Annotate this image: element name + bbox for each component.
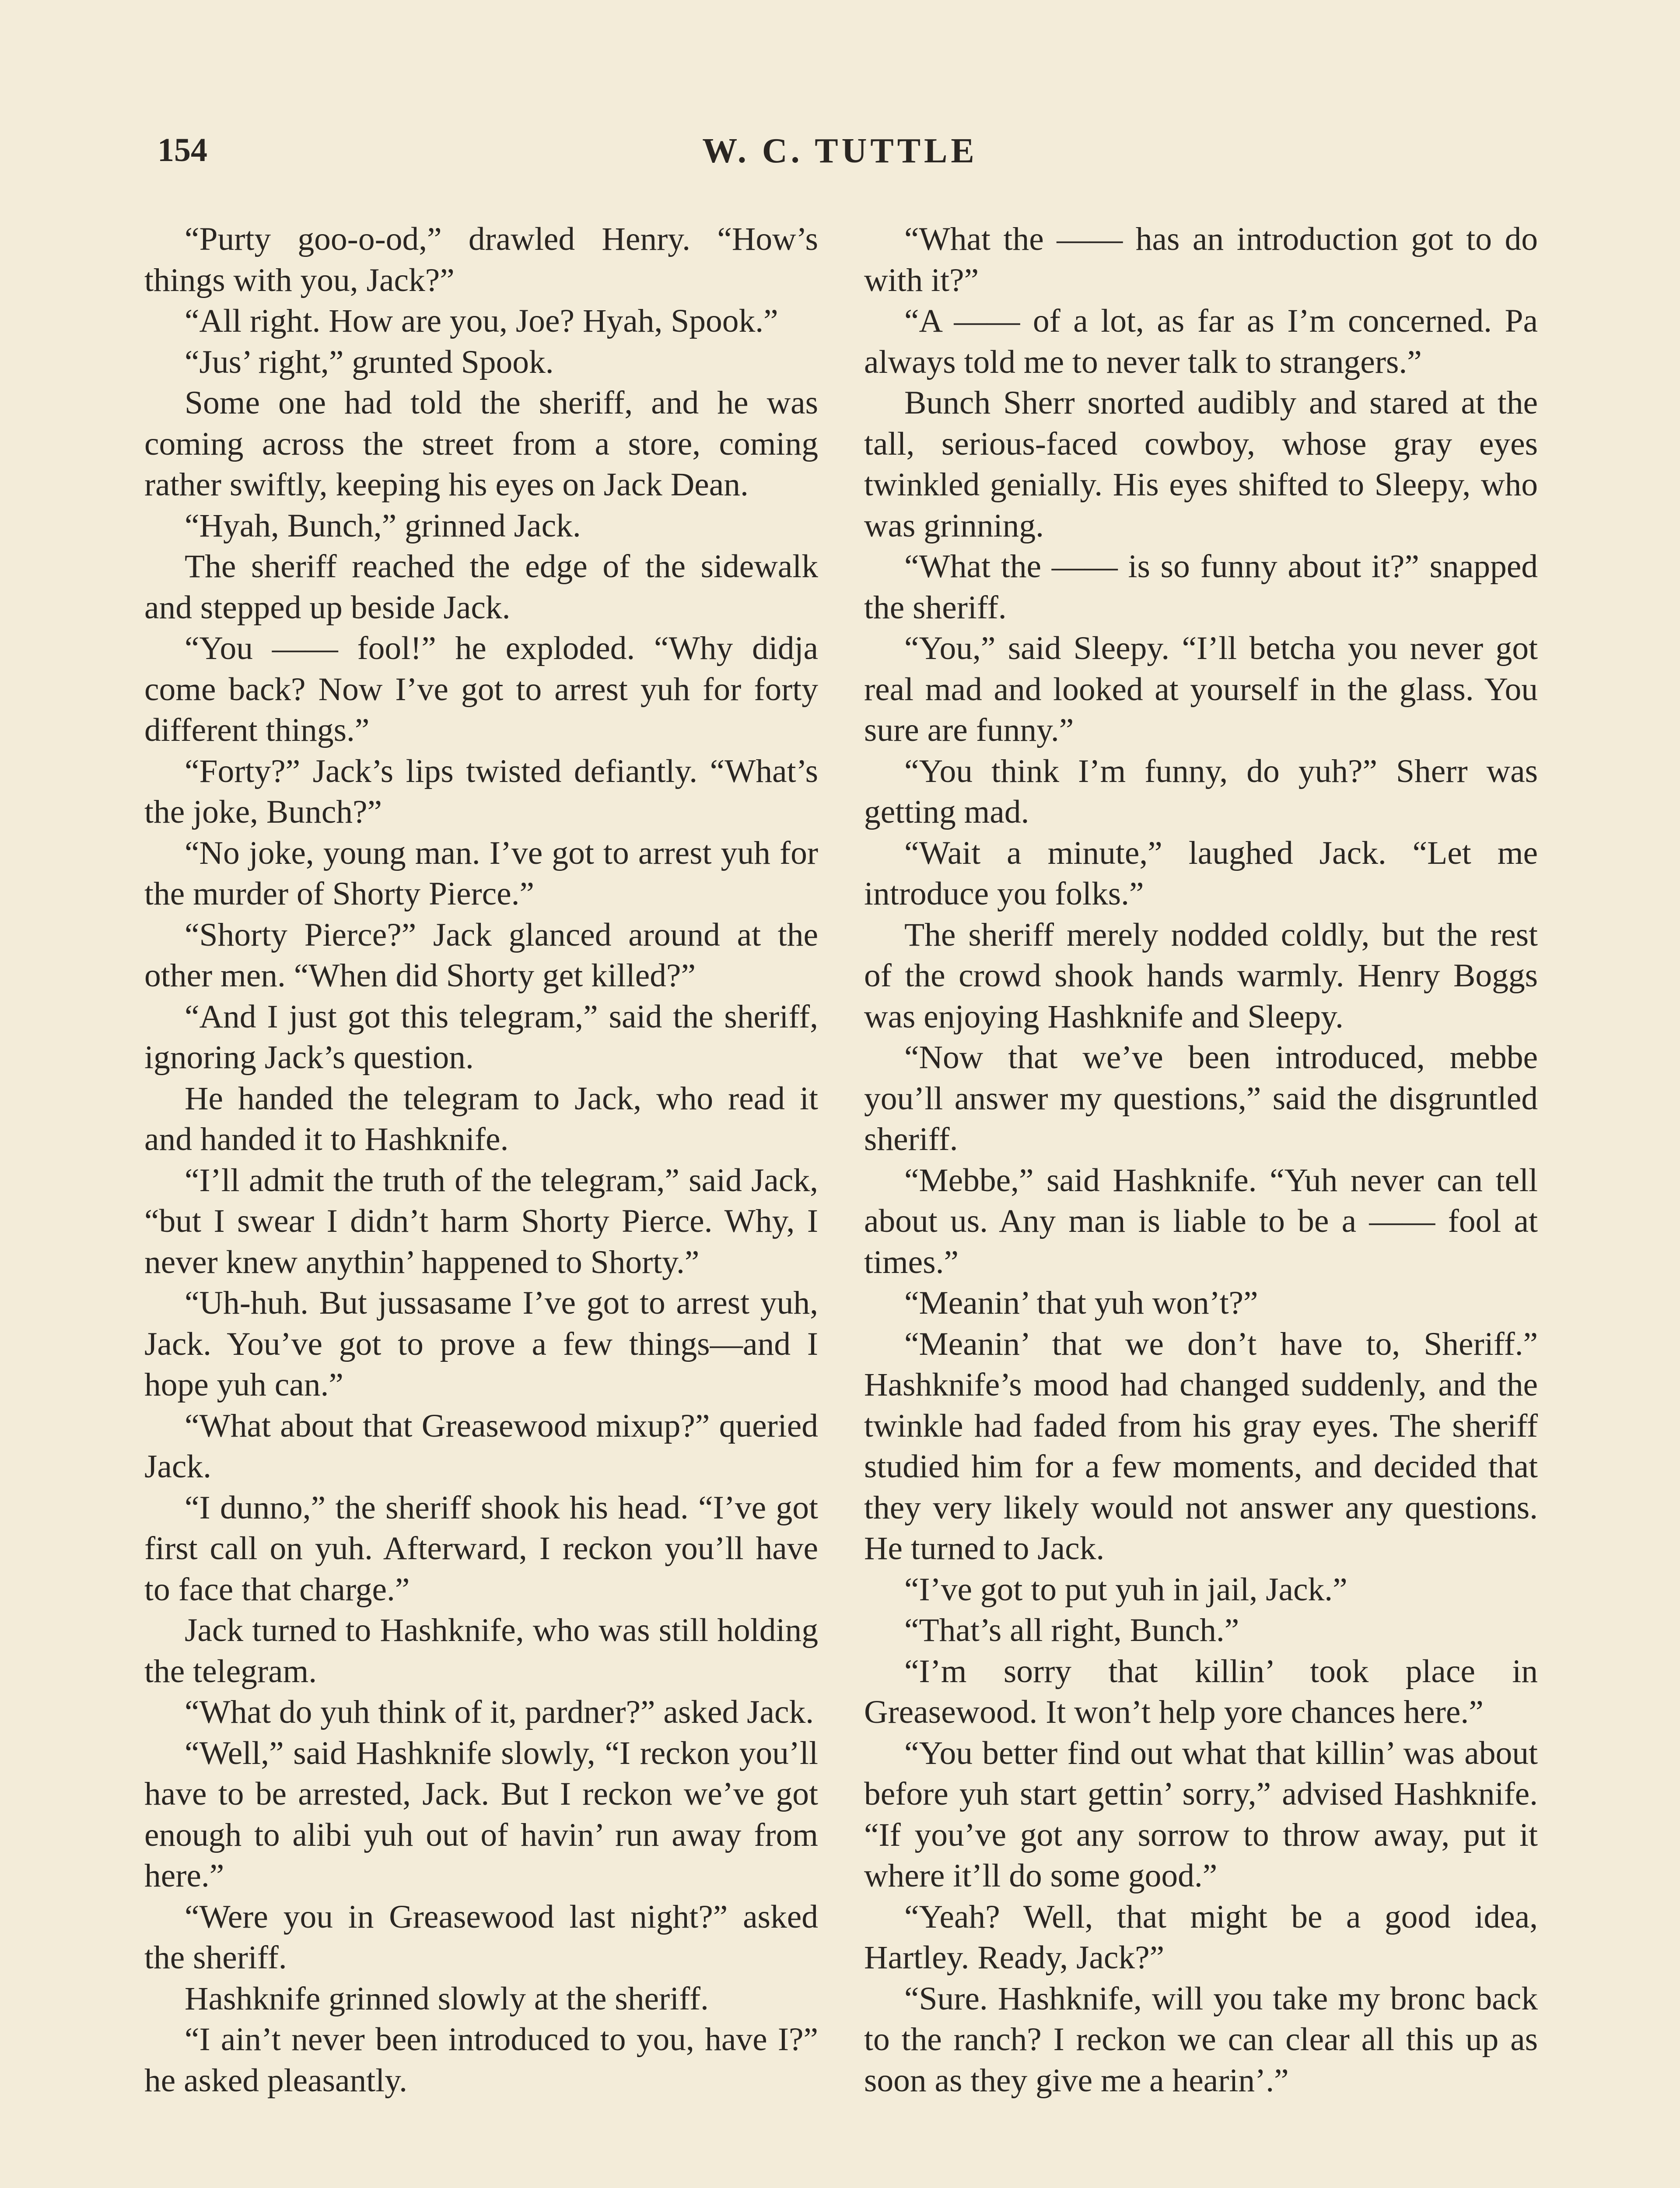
paragraph: “And I just got this telegram,” said the sheriff, ignoring Jack’s question. bbox=[144, 998, 818, 1076]
paragraph: Some one had told the sheriff, and he was coming across the street from a store, coming rather swiftly, keeping his eyes on Jack Dean. bbox=[144, 385, 818, 503]
paragraph: “Sure. Hashknife, will you take my bronc back to the ranch? I reckon we can clear all this up as soon as they give me a hearin’.” bbox=[864, 1980, 1538, 2099]
paragraph: “Were you in Greasewood last night?” asked the sheriff. bbox=[144, 1898, 818, 1976]
paragraph: “I’ll admit the truth of the telegram,” said Jack, “but I swear I didn’t harm Shorty Pierce. Why, I never knew anythin’ happened to Shorty.” bbox=[144, 1162, 818, 1280]
paragraph: “That’s all right, Bunch.” bbox=[904, 1612, 1239, 1648]
paragraph: “I’m sorry that killin’ took place in Greasewood. It won’t help yore chances here.” bbox=[864, 1653, 1538, 1730]
paragraph: “Forty?” Jack’s lips twisted defiantly. “What’s the joke, Bunch?” bbox=[144, 753, 818, 830]
paragraph: “Meanin’ that yuh won’t?” bbox=[904, 1285, 1258, 1321]
paragraph: “Now that we’ve been introduced, mebbe you’ll answer my questions,” said the disgruntled sheriff. bbox=[864, 1039, 1538, 1157]
paragraph: “You think I’m funny, do yuh?” Sherr was getting mad. bbox=[864, 753, 1538, 830]
paragraph: “Wait a minute,” laughed Jack. “Let me introduce you folks.” bbox=[864, 835, 1538, 912]
paragraph: Jack turned to Hashknife, who was still holding the telegram. bbox=[144, 1612, 818, 1690]
paragraph: “What the —— has an introduction got to do with it?” bbox=[864, 221, 1538, 298]
page-header bbox=[158, 131, 1522, 179]
paragraph: “Shorty Pierce?” Jack glanced around at the other men. “When did Shorty get killed?” bbox=[144, 916, 818, 994]
paragraph: “All right. How are you, Joe? Hyah, Spook.” bbox=[185, 303, 778, 339]
paragraph: “Uh-huh. But jussasame I’ve got to arrest yuh, Jack. You’ve got to prove a few things—and I hope yuh can.” bbox=[144, 1285, 818, 1403]
paragraph: “Hyah, Bunch,” grinned Jack. bbox=[185, 507, 581, 544]
text-body bbox=[144, 219, 1553, 2188]
paragraph: “You better find out what that killin’ was about before yuh start gettin’ sorry,” advised Hashknife. “If you’ve got any sorrow to throw away, put it where it’ll do some good.” bbox=[864, 1735, 1538, 1894]
paragraph: “What do yuh think of it, pardner?” asked Jack. bbox=[185, 1694, 814, 1730]
paragraph: “Purty goo-o-od,” drawled Henry. “How’s things with you, Jack?” bbox=[144, 221, 818, 298]
paragraph: “You,” said Sleepy. “I’ll betcha you never got real mad and looked at yourself in the glass. You sure are funny.” bbox=[864, 630, 1538, 748]
paragraph: “Well,” said Hashknife slowly, “I reckon you’ll have to be arrested, Jack. But I reckon we’ve got enough to alibi yuh out of havin’ run away from here.” bbox=[144, 1735, 818, 1894]
paragraph: “Jus’ right,” grunted Spook. bbox=[185, 344, 554, 380]
paragraph: “I dunno,” the sheriff shook his head. “I’ve got first call on yuh. Afterward, I reckon you’ll have to face that charge.” bbox=[144, 1489, 818, 1608]
paragraph: “No joke, young man. I’ve got to arrest yuh for the murder of Shorty Pierce.” bbox=[144, 835, 818, 912]
paragraph: “What the —— is so funny about it?” snapped the sheriff. bbox=[864, 548, 1538, 626]
paragraph: The sheriff reached the edge of the sidewalk and stepped up beside Jack. bbox=[144, 548, 818, 626]
right-column bbox=[864, 219, 1538, 2101]
paragraph: “Meanin’ that we don’t have to, Sheriff.” Hashknife’s mood had changed suddenly, and the twinkle had faded from his gray eyes. The sheriff studied him for a few moments, and decided that they very likely would not answer any questions. He turned to Jack. bbox=[864, 1325, 1538, 1567]
paragraph: The sheriff merely nodded coldly, but the rest of the crowd shook hands warmly. Henry Boggs was enjoying Hashknife and Sleepy. bbox=[864, 916, 1538, 1035]
paragraph: Hashknife grinned slowly at the sheriff. bbox=[185, 1980, 709, 2017]
paragraph: “What about that Greasewood mixup?” queried Jack. bbox=[144, 1407, 818, 1485]
paragraph: “You —— fool!” he exploded. “Why didja come back? Now I’ve got to arrest yuh for forty different things.” bbox=[144, 630, 818, 748]
paragraph: “Mebbe,” said Hashknife. “Yuh never can tell about us. Any man is liable to be a —— fool at times.” bbox=[864, 1162, 1538, 1280]
paragraph: “I ain’t never been introduced to you, have I?” he asked pleasantly. bbox=[144, 2021, 818, 2099]
paragraph: Bunch Sherr snorted audibly and stared at the tall, serious-faced cowboy, whose gray eyes twinkled genially. His eyes shifted to Sleepy, who was grinning. bbox=[864, 385, 1538, 544]
running-head-author: W. C. TUTTLE bbox=[702, 132, 978, 170]
paragraph: “I’ve got to put yuh in jail, Jack.” bbox=[904, 1571, 1348, 1608]
paragraph: “Yeah? Well, that might be a good idea, Hartley. Ready, Jack?” bbox=[864, 1898, 1538, 1976]
left-column bbox=[144, 219, 818, 2101]
page-number: 154 bbox=[158, 132, 207, 168]
paragraph: “A —— of a lot, as far as I’m concerned. Pa always told me to never talk to strangers.” bbox=[864, 303, 1538, 380]
paragraph: He handed the telegram to Jack, who read it and handed it to Hashknife. bbox=[144, 1080, 818, 1157]
